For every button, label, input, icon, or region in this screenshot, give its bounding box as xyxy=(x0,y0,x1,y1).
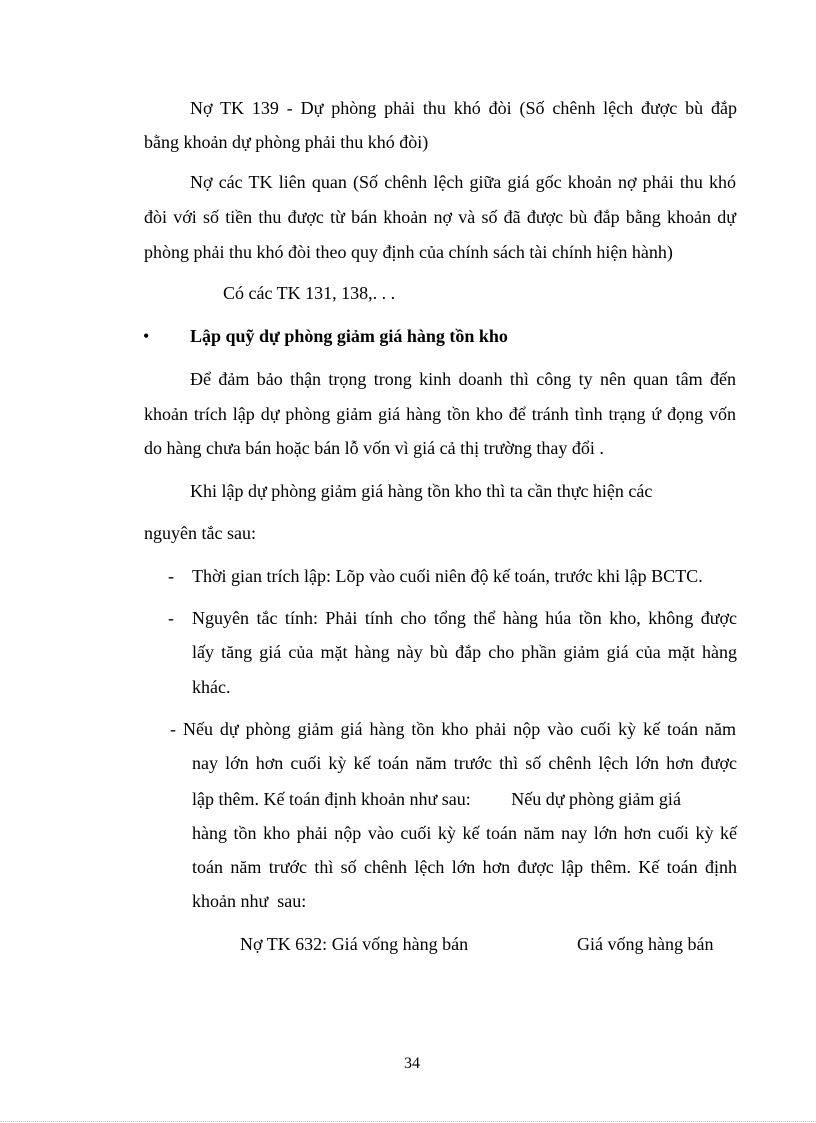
p3-line2: khoản trích lập dự phòng giảm giá hàng tồn kho để tránh tình trạng ứ đọng vốn xyxy=(144,404,736,424)
item2-line1: Nguyên tắc tính: Phải tính cho tổng thể hàng húa tồn kho, không được xyxy=(192,608,737,628)
item1-dash: - xyxy=(168,566,174,586)
p4-line1: Khi lập dự phòng giảm giá hàng tồn kho thì ta cần thực hiện các xyxy=(190,481,653,501)
item2-line2: lấy tăng giá của mặt hàng này bù đắp cho phần giảm giá của mặt hàng xyxy=(192,642,737,662)
item3-line2: nay lớn hơn cuối kỳ kế toán năm trước thì số chênh lệch lớn hơn được xyxy=(192,753,737,773)
item3-line4: hàng tồn kho phải nộp vào cuối kỳ kế toán năm nay lớn hơn cuối kỳ kế xyxy=(192,823,737,843)
p2-line2: đòi với số tiền thu được từ bán khoản nợ và số đã được bù đắp bằng khoản dự xyxy=(144,207,736,227)
p2-line3: phòng phải thu khó đòi theo quy định của chính sách tài chính hiện hành) xyxy=(144,242,673,262)
bullet-icon: • xyxy=(143,326,150,346)
page-bottom-divider xyxy=(0,1121,816,1122)
item3-line6: khoản như sau: xyxy=(192,891,307,911)
item1-text: Thời gian trích lập: Lõp vào cuối niên độ kế toán, trước khi lập BCTC. xyxy=(192,566,703,586)
item3-line5: toán năm trước thì số chênh lệch lớn hơn được lập thêm. Kế toán định xyxy=(192,857,737,877)
p3-line1: Để đảm bảo thận trọng trong kinh doanh thì công ty nên quan tâm đến xyxy=(190,369,736,389)
item3-line3: lập thêm. Kế toán định khoản như sau: Nếu dự phòng giảm giá xyxy=(192,789,681,809)
p1-line2: bằng khoản dự phòng phải thu khó đòi) xyxy=(144,132,429,152)
entry-left: Nợ TK 632: Giá vống hàng bán xyxy=(240,934,469,954)
item3-line1: - Nếu dự phòng giảm giá hàng tồn kho phải nộp vào cuối kỳ kế toán năm xyxy=(170,719,736,739)
p1-line1: Nợ TK 139 - Dự phòng phải thu khó đòi (Số chênh lệch được bù đắp xyxy=(190,98,737,118)
page-number: 34 xyxy=(404,1055,420,1072)
credit-line: Có các TK 131, 138,. . . xyxy=(223,283,396,303)
section-heading: Lập quỹ dự phòng giảm giá hàng tồn kho xyxy=(190,326,508,346)
item2-line3: khác. xyxy=(192,677,231,697)
p4-line2: nguyên tắc sau: xyxy=(144,523,256,543)
entry-right: Giá vống hàng bán xyxy=(577,934,714,954)
p3-line3: do hàng chưa bán hoặc bán lỗ vốn vì giá cả thị trường thay đổi . xyxy=(144,438,604,458)
p2-line1: Nợ các TK liên quan (Số chênh lệch giữa giá gốc khoản nợ phải thu khó xyxy=(190,172,736,192)
item2-dash: - xyxy=(168,608,174,628)
